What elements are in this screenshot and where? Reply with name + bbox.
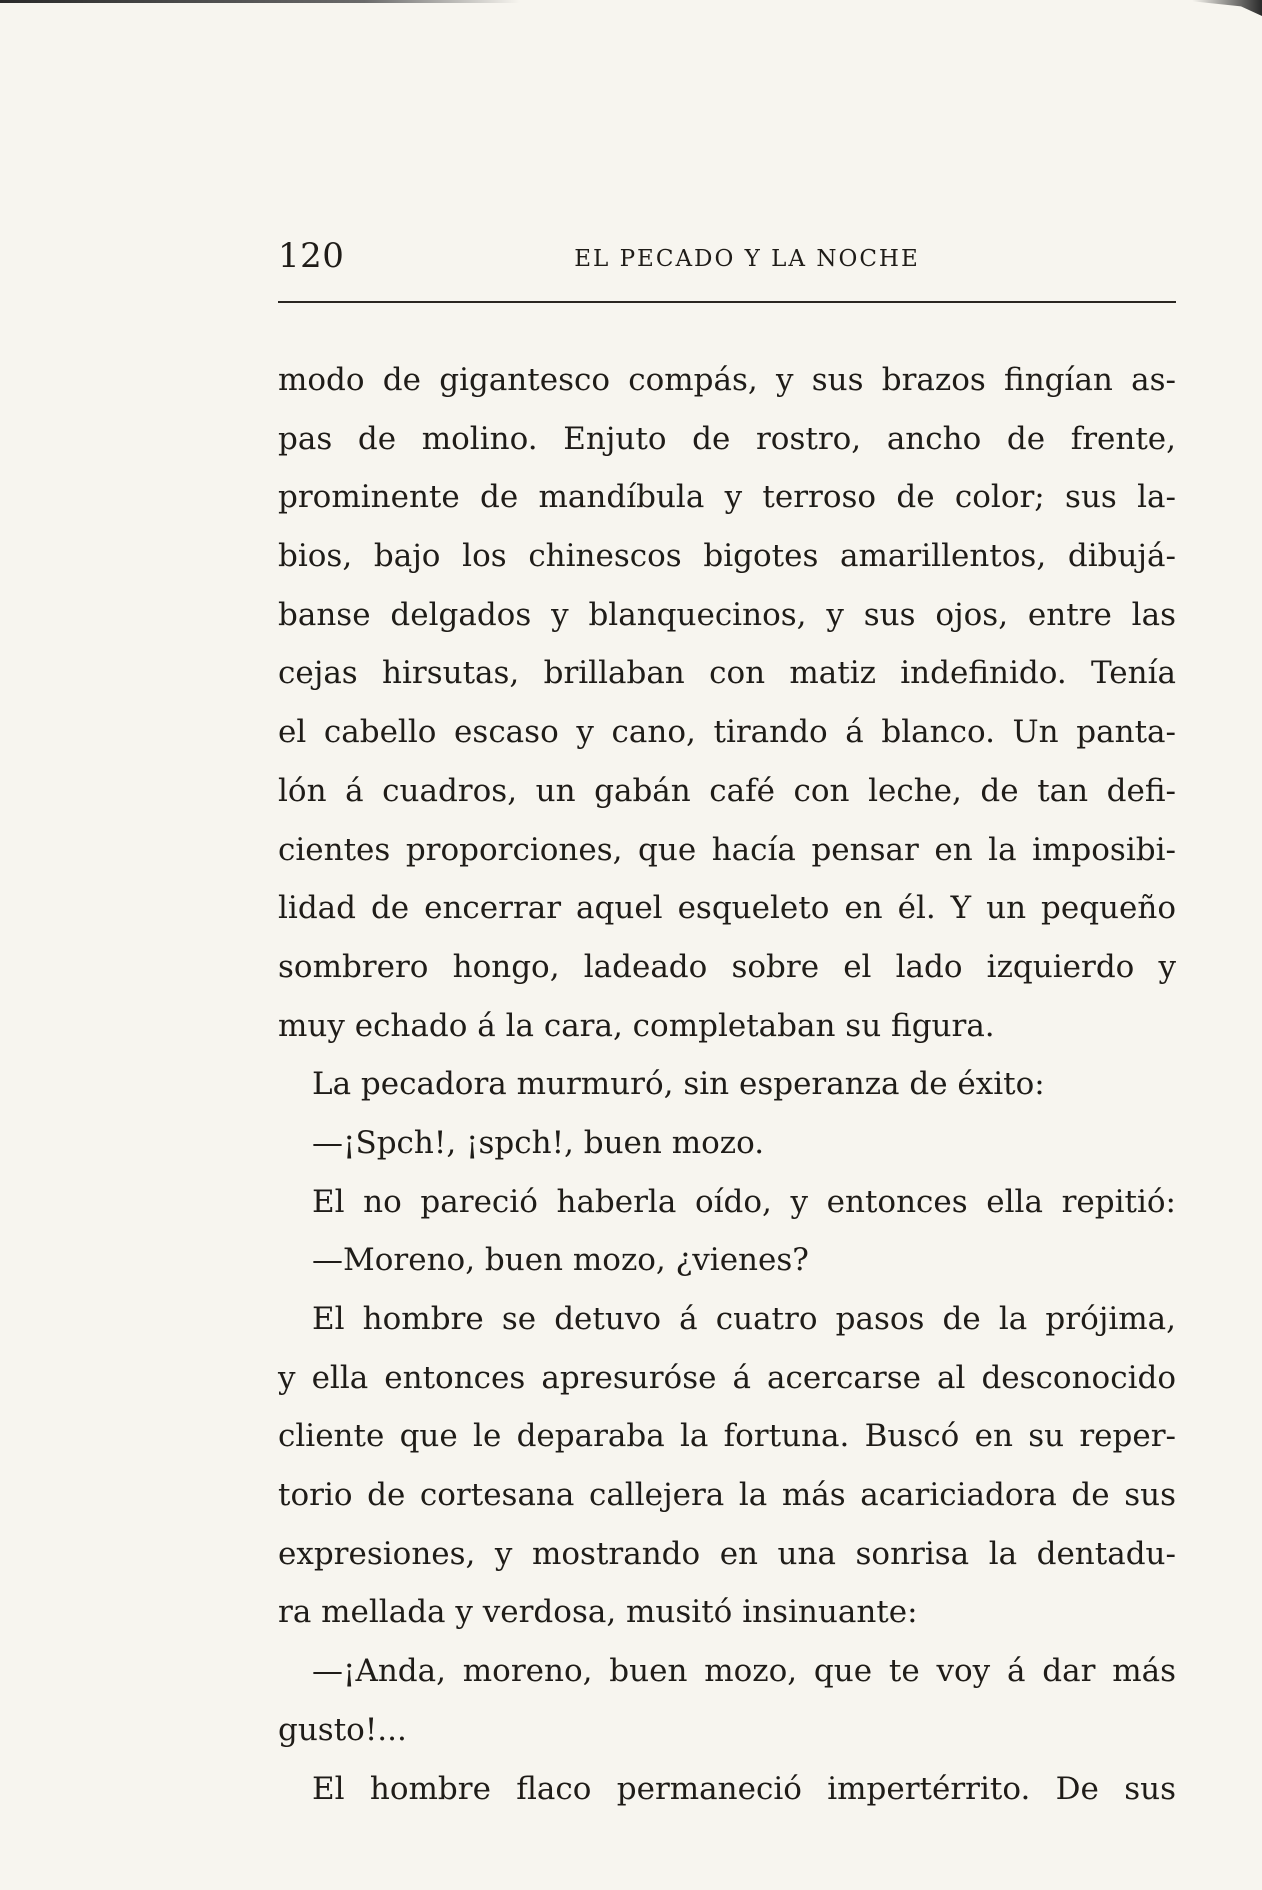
text-line: y ella entonces apresuróse á acercarse al desconocido bbox=[278, 1359, 1176, 1396]
text-line: ra mellada y verdosa, musitó insinuante: bbox=[278, 1594, 918, 1631]
text-line: lidad de encerrar aquel esqueleto en él. Y un pequeño bbox=[278, 890, 1176, 927]
text-line: prominente de mandíbula y terroso de color; sus la- bbox=[278, 479, 1176, 516]
text-line: bios, bajo los chinescos bigotes amarillentos, dibujá- bbox=[278, 538, 1176, 575]
text-line: expresiones, y mostrando en una sonrisa la dentadu- bbox=[278, 1535, 1176, 1572]
text-line: modo de gigantesco compás, y sus brazos fingían as- bbox=[278, 362, 1176, 398]
text-line: cliente que le deparaba la fortuna. Buscó en su reper- bbox=[278, 1418, 1176, 1455]
text-line: El no pareció haberla oído, y entonces ella repitió: bbox=[312, 1183, 1176, 1220]
text-line: El hombre se detuvo á cuatro pasos de la prójima, bbox=[312, 1301, 1176, 1337]
text-line: —¡Anda, moreno, buen mozo, que te voy á dar más bbox=[312, 1653, 1176, 1690]
text-line: —¡Spch!, ¡spch!, buen mozo. bbox=[312, 1124, 765, 1161]
page-number: 120 bbox=[278, 236, 345, 276]
text-line: torio de cortesana callejera la más acariciadora de sus bbox=[278, 1477, 1176, 1514]
running-title: EL PECADO Y LA NOCHE bbox=[574, 246, 920, 272]
text-line: La pecadora murmuró, sin esperanza de éxito: bbox=[312, 1066, 1045, 1103]
text-line: lón á cuadros, un gabán café con leche, de tan defi- bbox=[278, 772, 1176, 809]
text-line: banse delgados y blanquecinos, y sus ojos, entre las bbox=[278, 596, 1176, 633]
scan-edge-right bbox=[1192, 0, 1262, 16]
text-line: cejas hirsutas, brillaban con matiz indefinido. Tenía bbox=[278, 655, 1176, 692]
text-line: el cabello escaso y cano, tirando á blanco. Un panta- bbox=[278, 714, 1176, 751]
text-line: El hombre flaco permaneció impertérrito. De sus bbox=[312, 1770, 1176, 1807]
page-header bbox=[278, 228, 1176, 278]
scan-edge-top bbox=[0, 0, 520, 3]
text-line: muy echado á la cara, completaban su figura. bbox=[278, 1007, 995, 1044]
text-line: sombrero hongo, ladeado sobre el lado izquierdo y bbox=[278, 948, 1176, 985]
text-line: —Moreno, buen mozo, ¿vienes? bbox=[312, 1242, 809, 1279]
header-rule bbox=[278, 301, 1176, 303]
text-line: cientes proporciones, que hacía pensar en la imposibi- bbox=[278, 831, 1176, 868]
text-line: pas de molino. Enjuto de rostro, ancho de frente, bbox=[278, 420, 1176, 457]
body-text bbox=[278, 351, 1176, 1818]
text-line: gusto!... bbox=[278, 1711, 407, 1748]
